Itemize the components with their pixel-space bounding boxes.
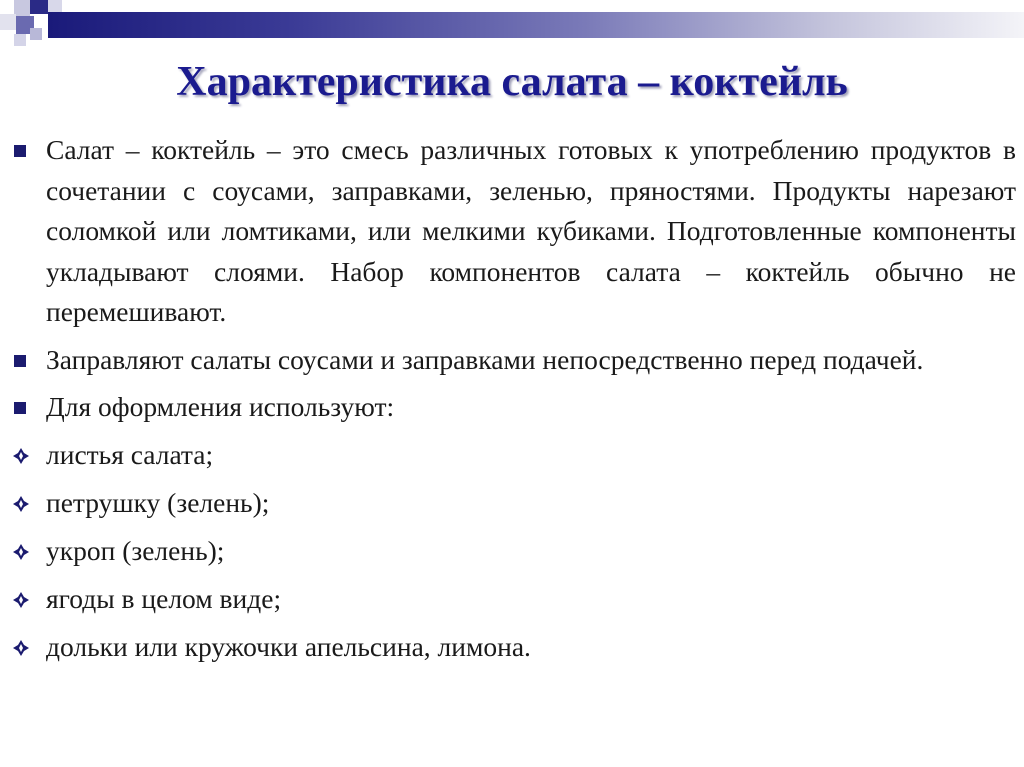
diamond-bullet-icon — [12, 495, 30, 513]
decor-list-item — [10, 531, 1016, 572]
diamond-bullet-icon — [12, 639, 30, 657]
decor-item-text: листья салата; — [46, 438, 214, 470]
bullet-item-text: Салат – коктейль – это смесь различных готовых к употреблению продуктов в сочетании с соусами, заправками, зеленью, пряностями. Продукты нарезают соломкой или ломтиками, или мелкими кубиками. Подготовленные компоненты укладывают слоями. Набор компонентов салата – коктейль обычно не перемешивают. — [46, 134, 1016, 327]
header-gradient-bar — [48, 12, 1024, 38]
bullet-item-text: Для оформления используют: — [46, 391, 395, 422]
decor-item-text: петрушку (зелень); — [46, 486, 270, 518]
decor-list-item — [10, 579, 1016, 620]
bullet-item — [10, 130, 1016, 333]
bullet-item — [10, 340, 1016, 381]
diamond-bullet-icon — [12, 591, 30, 609]
slide-title: Характеристика салата – коктейль — [176, 59, 848, 105]
bullet-item — [10, 387, 1016, 428]
decor-list-item — [10, 435, 1016, 476]
decor-item-text: ягоды в целом виде; — [46, 582, 282, 614]
slide-content — [10, 130, 1016, 675]
bullet-item-text: Заправляют салаты соусами и заправками непосредственно перед подачей. — [46, 343, 924, 375]
decor-item-text: дольки или кружочки апельсина, лимона. — [46, 630, 531, 662]
decor-list-item — [10, 627, 1016, 668]
decor-item-text: укроп (зелень); — [46, 534, 225, 566]
diamond-bullet-icon — [12, 543, 30, 561]
diamond-bullet-icon — [12, 447, 30, 465]
decor-list-item — [10, 483, 1016, 524]
